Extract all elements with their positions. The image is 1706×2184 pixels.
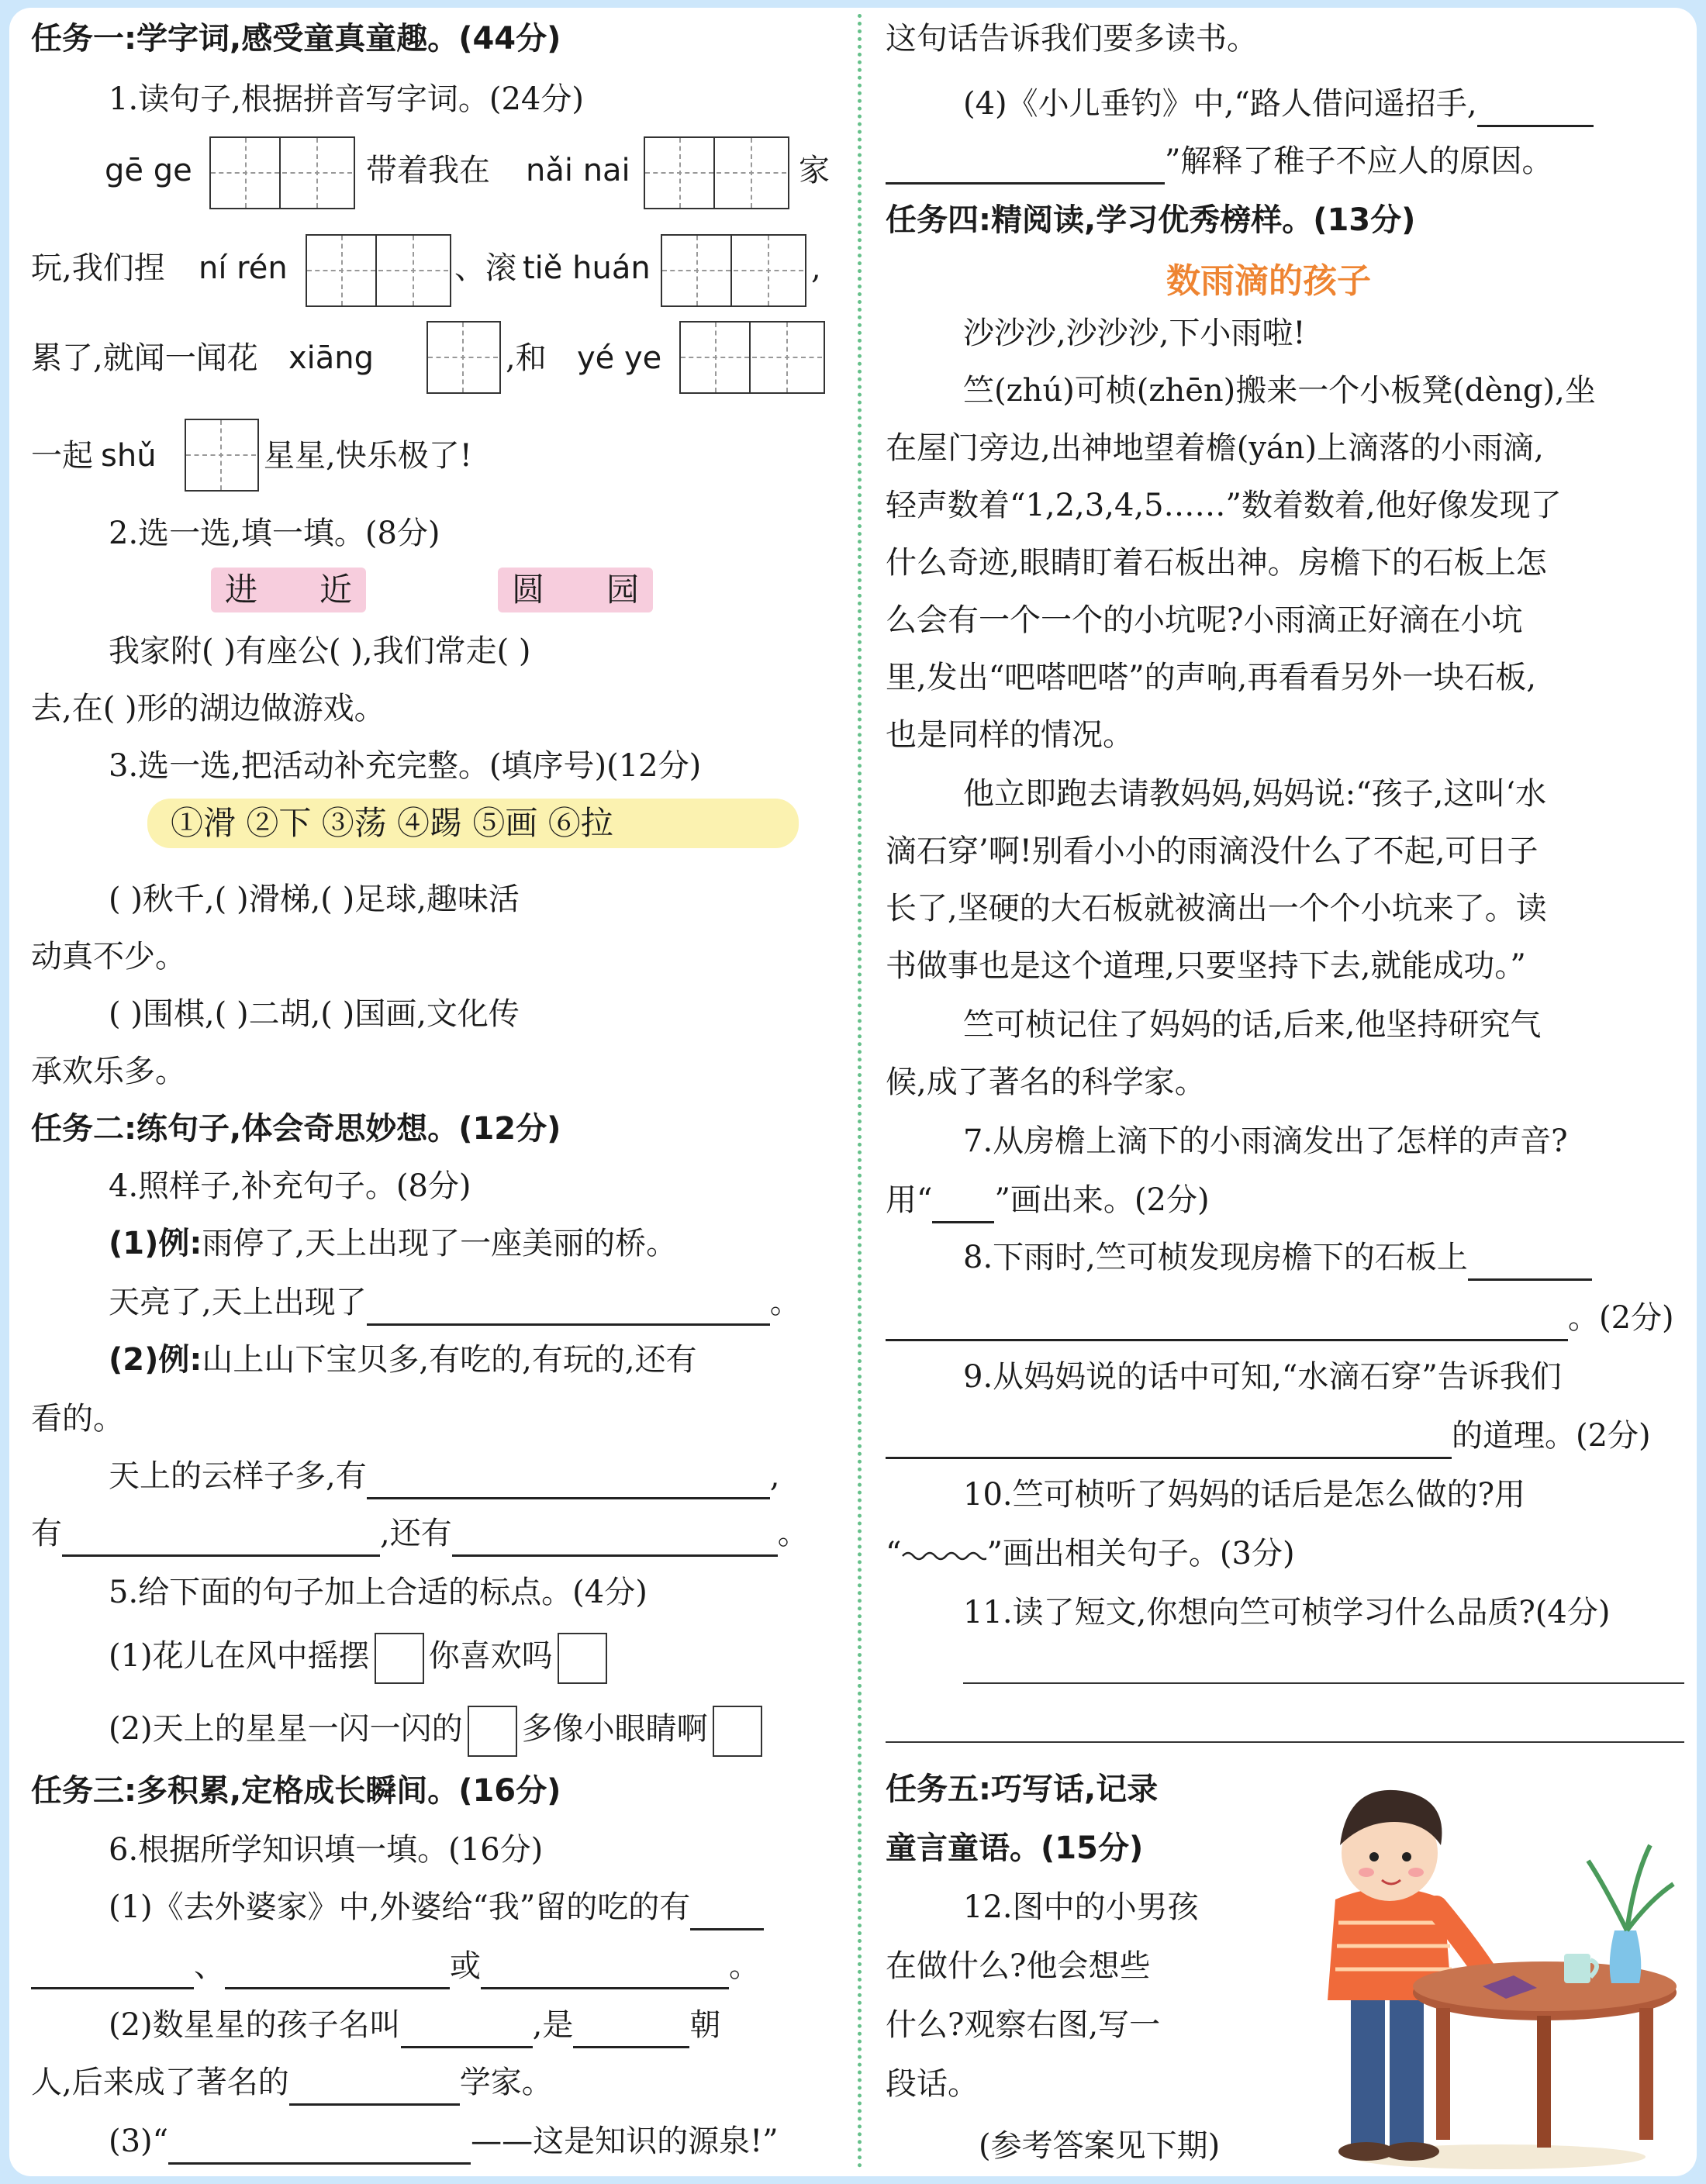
answer-blank[interactable] [452,1520,778,1557]
sentence-text: 一起 [31,438,93,474]
sentence-text: 带着我在 [366,153,490,188]
column-divider [858,14,862,2169]
straight-line-mark [932,1193,994,1223]
answer-blank[interactable] [1477,91,1594,127]
story-line: 竺(zhú)可桢(zhēn)搬来一个小板凳(dèng),坐 [963,373,1596,409]
q6-line-7 [963,81,1594,127]
q4-example-1 [109,1220,677,1267]
story-line: 候,成了著名的科学家。 [886,1064,1206,1100]
option-jin1[interactable]: 进 [225,571,258,609]
q4-fill-2a: 天上的云样子多,有 , [109,1453,779,1499]
separator: 、 [194,1948,225,1984]
answer-blank[interactable] [1468,1244,1592,1281]
q9-line-2 [886,1413,1651,1459]
q3-sentence-2: 动真不少。 [31,939,186,975]
char-grid[interactable] [185,419,259,492]
sentence-text: 家 [799,153,830,188]
q12-line: 12.图中的小男孩 [963,1889,1199,1925]
q1-heading: 1.读句子,根据拼音写字词。(24分) [109,81,584,117]
story-line: 在屋门旁边,出神地望着檐(yán)上滴落的小雨滴, [886,430,1544,466]
q2-sentence-2: 去,在( )形的湖边做游戏。 [31,691,385,726]
example-label: (2)例: [109,1342,202,1378]
char-grid[interactable] [306,234,451,307]
answer-blank[interactable] [289,2069,460,2106]
option-yuan1[interactable]: 圆 [512,571,545,609]
sentence-text: 用“ [886,1182,933,1218]
sentence-text: (2)数星星的孩子名叫 [109,2007,401,2043]
q3-sentence-4: 承欢乐多。 [31,1054,186,1089]
story-line: 书做事也是这个道理,只要坚持下去,就能成功。” [886,948,1526,984]
q4-heading: 4.照样子,补充句子。(8分) [109,1168,471,1204]
story-line: 里,发出“吧嗒吧嗒”的声响,再看看另外一块石板, [886,660,1537,695]
pinyin-nainai: nǎi nai [526,153,630,188]
answer-blank[interactable] [367,1289,770,1326]
option-group-1 [211,568,366,612]
q3-sentence-1: ( )秋千,( )滑梯,( )足球,趣味活 [109,882,520,917]
q4-example-2 [109,1337,697,1383]
q12-line: 段话。 [886,2066,979,2102]
option-jin2[interactable]: 近 [319,571,353,609]
story-line: 也是同样的情况。 [886,717,1134,753]
q12-line: 什么?观察右图,写一 [886,2007,1161,2043]
example-text: 雨停了,天上出现了一座美丽的桥。 [202,1226,678,1261]
q8-line-2 [886,1295,1674,1341]
answer-blank[interactable] [690,1894,764,1930]
sentence-text: “ [886,1536,902,1572]
sentence-text: ”画出相关句子。(3分) [986,1536,1295,1572]
pinyin-niren: ní rén [199,250,288,286]
answer-blank[interactable] [573,2012,689,2048]
sentence-text: 你喜欢吗 [428,1638,553,1674]
answer-blank[interactable] [31,1953,194,1989]
story-line: 么会有一个一个的小坑呢?小雨滴正好滴在小坑 [886,602,1523,638]
answer-blank[interactable] [886,1305,1568,1341]
q6-line-8 [886,138,1552,185]
story-line: 竺可桢记住了妈妈的话,后来,他坚持研究气 [963,1007,1542,1043]
fill-prompt: ,还有 [380,1516,452,1551]
q10-line-1: 10.竺可桢听了妈妈的话后是怎么做的?用 [963,1477,1526,1513]
sentence-text: 星星,快乐极了! [264,438,472,474]
answer-blank[interactable] [225,1953,450,1989]
q4-fill-1 [109,1279,801,1326]
q6-line-4 [31,2059,553,2106]
char-grid[interactable] [644,136,789,209]
answer-blank[interactable] [168,2128,471,2165]
story-para-1: 沙沙沙,沙沙沙,下小雨啦! [963,316,1306,351]
q7-line-1: 7.从房檐上滴下的小雨滴发出了怎样的声音? [963,1123,1568,1159]
answer-line[interactable] [886,1741,1684,1743]
sentence-text: , [811,250,821,286]
wavy-line-icon [901,1548,986,1564]
sentence-text: (1)《去外婆家》中,外婆给“我”留的吃的有 [109,1889,691,1925]
answer-line[interactable] [963,1682,1684,1684]
story-line: 什么奇迹,眼睛盯着石板出神。房檐下的石板上怎 [886,545,1547,581]
q8-line-1 [963,1234,1592,1281]
q7-line-2 [886,1177,1210,1223]
q12-line: 在做什么?他会想些 [886,1948,1151,1984]
task3-title: 任务三:多积累,定格成长瞬间。(16分) [31,1773,561,1809]
sentence-text: 学家。 [459,2065,553,2100]
punct-box[interactable] [558,1633,607,1684]
story-line: 轻声数着“1,2,3,4,5……”数着数着,他好像发现了 [886,488,1562,523]
pinyin-yeye: yé ye [577,340,662,376]
q5-sentence-1 [109,1633,612,1684]
q5-heading: 5.给下面的句子加上合适的标点。(4分) [109,1575,648,1610]
sentence-text: (2)天上的星星一闪一闪的 [109,1711,463,1747]
option-yuan2[interactable]: 园 [606,571,640,609]
q5-sentence-2 [109,1706,767,1757]
sentence-text: ,是 [532,2007,574,2043]
footer-note: (参考答案见下期) [979,2128,1221,2164]
story-line: 他立即跑去请教妈妈,妈妈说:“孩子,这叫‘水 [963,776,1547,812]
answer-blank[interactable] [367,1463,770,1499]
story-line: 滴石穿’啊!别看小小的雨滴没什么了不起,可日子 [886,833,1539,869]
task5-title-b: 童言童语。(15分) [886,1830,1144,1866]
separator: 或 [450,1948,481,1984]
fill-prompt: 天上的云样子多,有 [109,1458,367,1494]
sentence-text: 8.下雨时,竺可桢发现房檐下的石板上 [963,1240,1468,1275]
sentence-text: 。(2分) [1568,1300,1674,1336]
q11-heading: 11.读了短文,你想向竺可桢学习什么品质?(4分) [963,1595,1611,1630]
sentence-text: 的道理。(2分) [1452,1418,1651,1454]
task2-title: 任务二:练句子,体会奇思妙想。(12分) [31,1111,561,1147]
char-grid[interactable] [679,321,825,394]
q6-line-3 [109,2002,720,2048]
pinyin-tiehuan: tiě huán [523,250,651,286]
q9-line-1: 9.从妈妈说的话中可知,“水滴石穿”告诉我们 [963,1359,1562,1395]
q6-line-2: 、 或 。 [31,1943,760,1989]
sentence-text: ——这是知识的源泉!” [471,2124,779,2159]
q6-heading: 6.根据所学知识填一填。(16分) [109,1832,544,1868]
option-group-2 [498,568,653,612]
q2-sentence-1: 我家附( )有座公( ),我们常走( ) [109,633,531,669]
answer-blank[interactable] [481,1953,729,1989]
char-grid[interactable] [661,234,806,307]
char-grid[interactable] [427,321,501,394]
worksheet [9,8,1697,2176]
punct-box[interactable] [375,1633,424,1684]
pinyin-shu: shǔ [101,438,157,474]
q3-options [147,799,799,848]
example-label: (1)例: [109,1226,202,1261]
punct-box[interactable] [468,1706,517,1757]
q6-line-6: 这句话告诉我们要多读书。 [886,21,1258,57]
char-grid[interactable] [209,136,355,209]
q2-heading: 2.选一选,填一填。(8分) [109,516,440,551]
sentence-text: 多像小眼睛啊 [521,1711,708,1747]
pinyin-xiang: xiāng [288,340,375,376]
sentence-text: ”画出来。(2分) [994,1182,1210,1218]
q4-fill-2b: 有 ,还有 。 [31,1510,809,1557]
q3-heading: 3.选一选,把活动补充完整。(填序号)(12分) [109,748,702,784]
pinyin-gege: gē ge [105,153,192,188]
task4-title: 任务四:精阅读,学习优秀榜样。(13分) [886,202,1416,238]
sentence-text: (1)花儿在风中摇摆 [109,1638,370,1674]
task5-title-a: 任务五:巧写话,记录 [886,1772,1159,1807]
example-text: 山上山下宝贝多,有吃的,有玩的,还有 [202,1342,697,1378]
boy-at-table-illustration [1289,1760,1677,2171]
sentence-text: (3)“ [109,2124,169,2159]
q3-option-list: ①滑 ②下 ③荡 ④踢 ⑤画 ⑥拉 [171,804,613,842]
sentence-text: 人,后来成了著名的 [31,2065,289,2100]
answer-blank[interactable] [401,2012,533,2048]
q10-line-2 [886,1530,1295,1577]
sentence-text: 朝 [689,2007,721,2043]
answer-blank[interactable] [62,1520,380,1557]
q3-sentence-3: ( )围棋,( )二胡,( )国画,文化传 [109,996,520,1032]
story-line: 长了,坚硬的大石板就被滴出一个个小坑来了。读 [886,891,1547,926]
q6-line-1 [109,1884,764,1930]
sentence-text: 玩,我们捏 [31,250,165,286]
sentence-text: ,和 [506,340,547,376]
sentence-text: 、滚 [454,250,516,286]
q6-line-5 [109,2118,779,2165]
fill-prompt: 天亮了,天上出现了 [109,1285,367,1320]
story-title: 数雨滴的孩子 [1166,261,1371,301]
punct-box[interactable] [713,1706,762,1757]
sentence-text: ”解释了稚子不应人的原因。 [1165,143,1553,179]
task1-title: 任务一:学字词,感受童真童趣。(44分) [31,21,561,57]
answer-blank[interactable] [886,148,1165,185]
answer-blank[interactable] [886,1423,1452,1459]
q4-example-2b: 看的。 [31,1401,124,1437]
fill-prompt: 有 [31,1516,62,1551]
sentence-text: (4)《小儿垂钓》中,“路人借问遥招手, [963,86,1477,122]
sentence-text: 累了,就闻一闻花 [31,340,258,376]
fill-end: 。 [769,1285,801,1320]
